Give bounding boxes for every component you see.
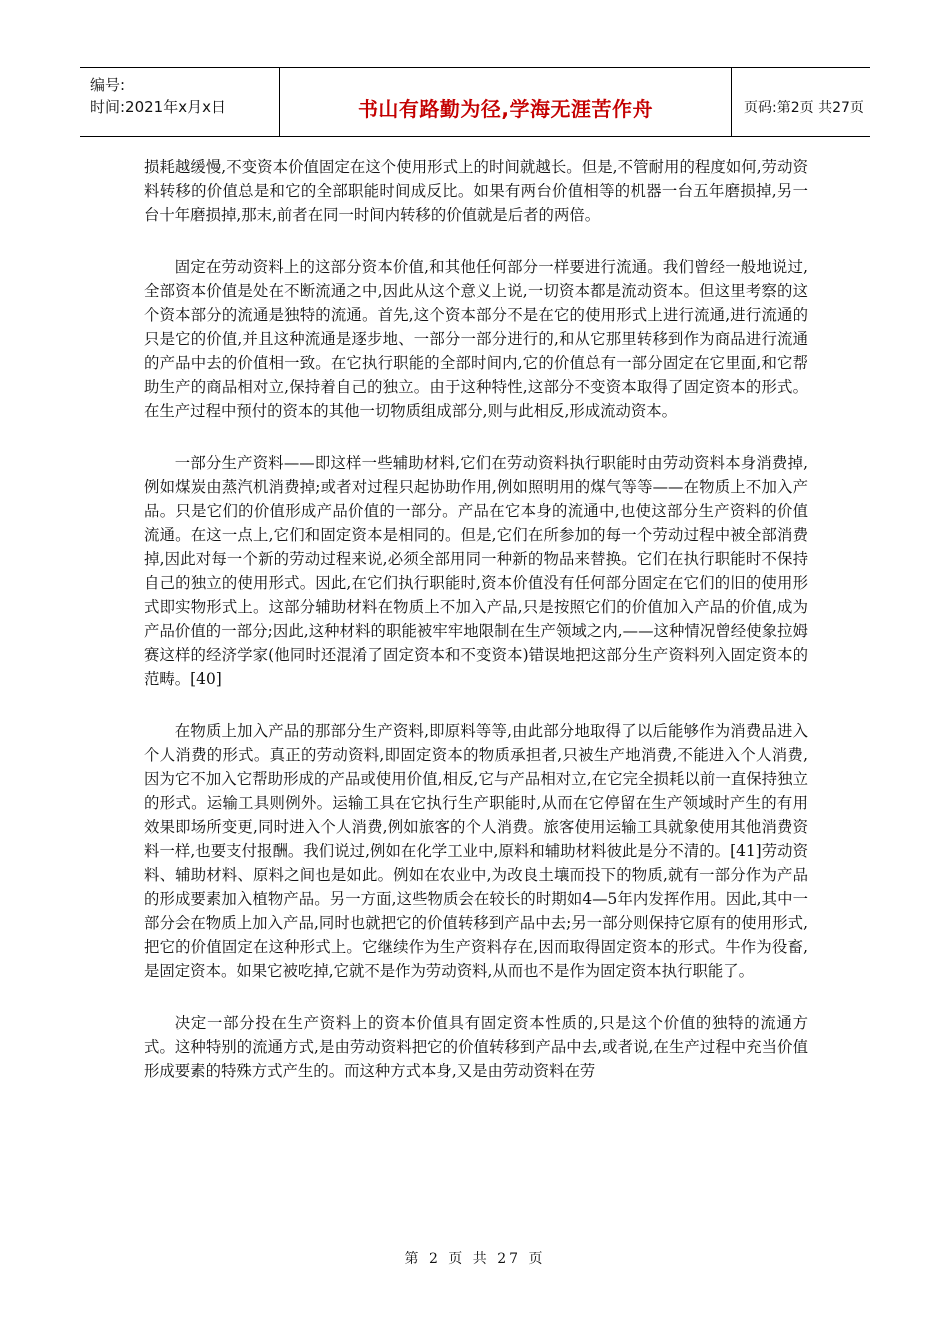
document-body: [144, 155, 808, 1111]
page-footer: 第 2 页 共 27 页: [404, 1251, 546, 1267]
header-meta: [80, 68, 280, 136]
page-header: [80, 67, 870, 137]
paragraph: 固定在劳动资料上的这部分资本价值,和其他任何部分一样要进行流通。我们曾经一般地说过,全部资本价值是处在不断流通之中,因此从这个意义上说,一切资本都是流动资本。但这里考察的这个资本部分的流通是独特的流通。首先,这个资本部分不是在它的使用形式上进行流通,进行流通的只是它的价值,并且这种流通是逐步地、一部分一部分进行的,和从它那里转移到作为商品进行流通的产品中去的价值相一致。在它执行职能的全部时间内,它的价值总有一部分固定在它里面,和它帮助生产的商品相对立,保持着自己的独立。由于这种特性,这部分不变资本取得了固定资本的形式。在生产过程中预付的资本的其他一切物质组成部分,则与此相反,形成流动资本。: [144, 258, 808, 420]
header-page-info: 页码:第2页 共27页: [744, 100, 864, 116]
header-motto: 书山有路勤为径,学海无涯苦作舟: [357, 96, 654, 121]
header-time-label: 时间:2021年x月x日: [90, 98, 226, 116]
paragraph: 在物质上加入产品的那部分生产资料,即原料等等,由此部分地取得了以后能够作为消费品进入个人消费的形式。真正的劳动资料,即固定资本的物质承担者,只被生产地消费,不能进入个人消费,因为它不加入它帮助形成的产品或使用价值,相反,它与产品相对立,在它完全损耗以前一直保持独立的形式。运输工具则例外。运输工具在它执行生产职能时,从而在它停留在生产领域时产生的有用效果即场所变更,同时进入个人消费,例如旅客的个人消费。旅客使用运输工具就象使用其他消费资料一样,也要支付报酬。我们说过,例如在化学工业中,原料和辅助材料彼此是分不清的。[41]劳动资料、辅助材料、原料之间也是如此。例如在农业中,为改良土壤而投下的物质,就有一部分作为产品的形成要素加入植物产品。另一方面,这些物质会在较长的时期如4—5年内发挥作用。因此,其中一部分会在物质上加入产品,同时也就把它的价值转移到产品中去;另一部分则保持它原有的使用形式,把它的价值固定在这种形式上。它继续作为生产资料存在,因而取得固定资本的形式。牛作为役畜,是固定资本。如果它被吃掉,它就不是作为劳动资料,从而也不是作为固定资本执行职能了。: [144, 722, 808, 980]
header-number-label: 编号:: [90, 76, 126, 94]
paragraph: 决定一部分投在生产资料上的资本价值具有固定资本性质的,只是这个价值的独特的流通方式。这种特别的流通方式,是由劳动资料把它的价值转移到产品中去,或者说,在生产过程中充当价值形成要素的特殊方式产生的。而这种方式本身,又是由劳动资料在劳: [144, 1014, 808, 1080]
header-motto-cell: [280, 68, 732, 136]
header-page-info-cell: [732, 68, 870, 136]
paragraph: 一部分生产资料——即这样一些辅助材料,它们在劳动资料执行职能时由劳动资料本身消费掉,例如煤炭由蒸汽机消费掉;或者对过程只起协助作用,例如照明用的煤气等等——在物质上不加入产品。只是它们的价值形成产品价值的一部分。产品在它本身的流通中,也使这部分生产资料的价值流通。在这一点上,它们和固定资本是相同的。但是,它们在所参加的每一个劳动过程中被全部消费掉,因此对每一个新的劳动过程来说,必须全部用同一种新的物品来替换。它们在执行职能时不保持自己的独立的使用形式。因此,在它们执行职能时,资本价值没有任何部分固定在它们的旧的使用形式即实物形式上。这部分辅助材料在物质上不加入产品,只是按照它们的价值加入产品的价值,成为产品价值的一部分;因此,这种材料的职能被牢牢地限制在生产领域之内,——这种情况曾经使象拉姆赛这样的经济学家(他同时还混淆了固定资本和不变资本)错误地把这部分生产资料列入固定资本的范畴。[40]: [144, 454, 808, 688]
paragraph-continuation: 损耗越缓慢,不变资本价值固定在这个使用形式上的时间就越长。但是,不管耐用的程度如何,劳动资料转移的价值总是和它的全部职能时间成反比。如果有两台价值相等的机器一台五年磨损掉,另一台十年磨损掉,那末,前者在同一时间内转移的价值就是后者的两倍。: [144, 158, 808, 224]
